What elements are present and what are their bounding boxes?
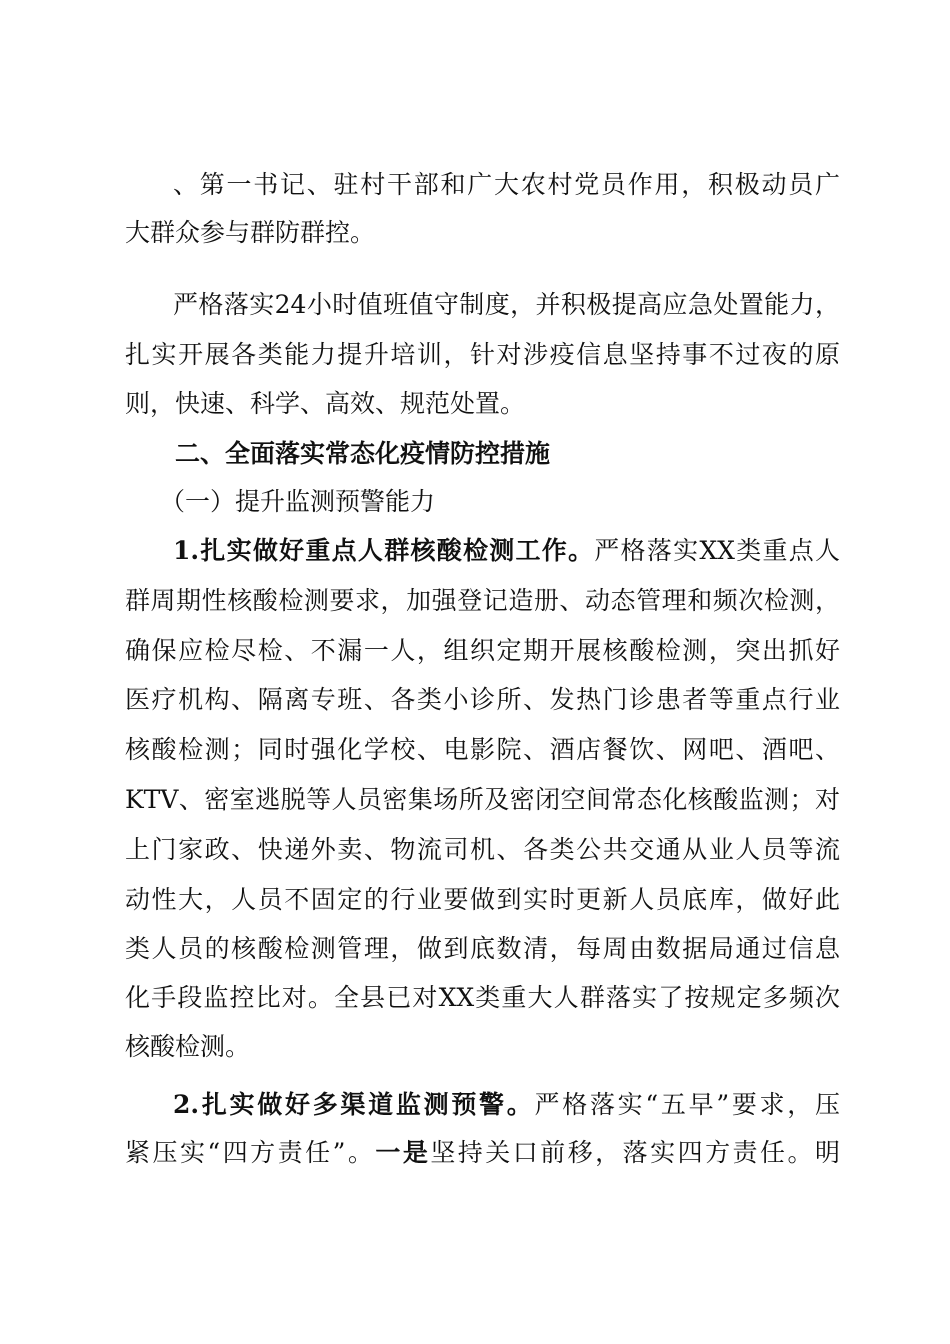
text-line: [125, 218, 840, 248]
text-run: 医疗机构、隔离专班、各类小诊所、发热门诊患者等重点行业: [125, 685, 840, 714]
text-run: 严格落实XX类重点人: [594, 536, 840, 565]
text-run: 严格落实24小时值班值守制度，并积极提高应急处置能力，: [173, 290, 840, 319]
text-line: [125, 785, 840, 815]
section-heading: [175, 439, 890, 469]
text-line: [125, 1032, 840, 1062]
text-run: （一）提升监测预警能力: [160, 487, 436, 516]
text-line: [125, 1138, 840, 1168]
bold-text: 一是: [375, 1138, 431, 1167]
text-line: [125, 934, 840, 964]
text-run: 类人员的核酸检测管理，做到底数清，每周由数据局通过信息: [125, 934, 840, 963]
text-line: [125, 636, 840, 666]
text-run: 确保应检尽检、不漏一人，组织定期开展核酸检测，突出抓好: [125, 636, 840, 665]
text-line: [125, 389, 840, 419]
text-run: 动性大，人员不固定的行业要做到实时更新人员底库，做好此: [125, 885, 840, 914]
text-run: KTV、密室逃脱等人员密集场所及密闭空间常态化核酸监测；对: [125, 785, 840, 814]
text-run: 扎实开展各类能力提升培训，针对涉疫信息坚持事不过夜的原: [125, 340, 840, 369]
text-line: [125, 685, 840, 715]
text-line: [125, 340, 840, 370]
text-run: 、第一书记、驻村干部和广大农村党员作用，积极动员广: [173, 170, 840, 199]
text-line: [173, 1090, 840, 1120]
text-line: [125, 586, 840, 616]
text-run: 二、全面落实常态化疫情防控措施: [175, 439, 551, 468]
bold-text: 2.扎实做好多渠道监测预警。: [173, 1090, 535, 1119]
text-run: 紧压实“四方责任”。: [125, 1138, 376, 1167]
text-line: [125, 983, 840, 1013]
text-line: [173, 536, 840, 566]
section-heading: [160, 487, 875, 517]
text-run: 化手段监控比对。全县已对XX类重大人群落实了按规定多频次: [125, 983, 840, 1012]
text-line: [125, 835, 840, 865]
text-run: 坚持关口前移，落实四方责任。明: [430, 1138, 840, 1167]
text-line: [173, 170, 840, 200]
text-line: [125, 735, 840, 765]
bold-text: 1.扎实做好重点人群核酸检测工作。: [173, 536, 595, 565]
text-run: 则，快速、科学、高效、规范处置。: [125, 389, 526, 418]
text-run: 大群众参与群防群控。: [125, 218, 376, 247]
text-run: 核酸检测；同时强化学校、电影院、酒店餐饮、网吧、酒吧、: [125, 735, 840, 764]
text-run: 上门家政、快递外卖、物流司机、各类公共交通从业人员等流: [125, 835, 840, 864]
text-run: 核酸检测。: [125, 1032, 251, 1061]
text-run: 群周期性核酸检测要求，加强登记造册、动态管理和频次检测，: [125, 586, 840, 615]
text-run: 严格落实“五早”要求，压: [534, 1090, 841, 1119]
text-line: [173, 290, 840, 320]
text-line: [125, 885, 840, 915]
